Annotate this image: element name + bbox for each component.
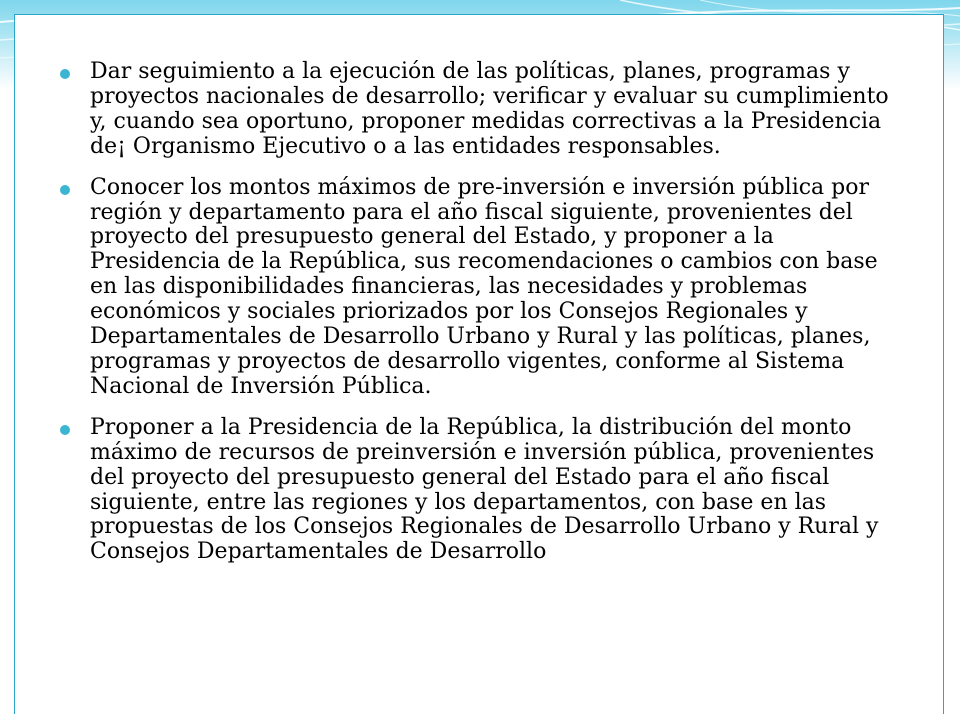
bullet-list <box>60 60 890 581</box>
bullet-dot-icon <box>60 425 70 435</box>
bullet-item <box>60 60 890 160</box>
bullet-dot-icon <box>60 185 70 195</box>
bullet-text: Dar seguimiento a la ejecución de las políticas, planes, programas y proyectos nacionales de desarrollo; verificar y evaluar su cumplimiento y, cuando sea oportuno, proponer medidas correctivas a la Presidencia de¡ Organismo Ejecutivo o a las entidades responsables. <box>90 59 889 159</box>
bullet-item <box>60 176 890 400</box>
bullet-text: Proponer a la Presidencia de la República, la distribución del monto máximo de recursos de preinversión e inversión pública, provenientes del proyecto del presupuesto general del Estado para el año fiscal siguiente, entre las regiones y los departamentos, con base en las propuestas de los Consejos Regionales de Desarrollo Urbano y Rural y Consejos Departamentales de Desarrollo <box>90 414 879 565</box>
bullet-dot-icon <box>60 69 70 79</box>
bullet-text: Conocer los montos máximos de pre-inversión e inversión pública por región y departamento para el año fiscal siguiente, provenientes del proyecto del presupuesto general del Estado, y proponer a la Presidencia de la República, sus recomendaciones o cambios con base en las disponibilidades financieras, las necesidades y problemas económicos y sociales priorizados por los Consejos Regionales y Departamentales de Desarrollo Urbano y Rural y las políticas, planes, programas y proyectos de desarrollo vigentes, conforme al Sistema Nacional de Inversión Pública. <box>90 174 878 399</box>
bullet-item <box>60 416 890 565</box>
